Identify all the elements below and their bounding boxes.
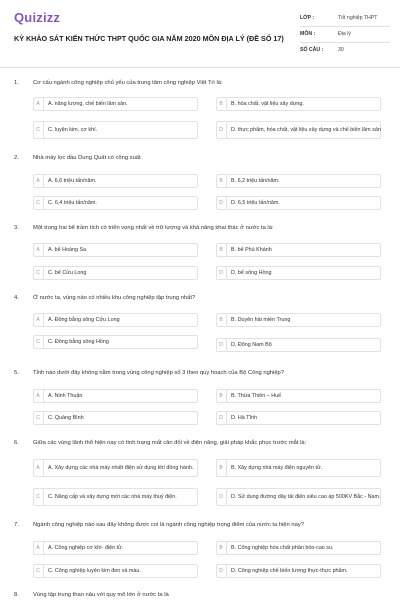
option-letter: C — [33, 564, 44, 578]
meta-label: MÔN : — [300, 31, 316, 37]
question-text: Nhà máy lọc dầu Dung Quất có công suất — [33, 155, 141, 161]
meta-row-subject — [300, 27, 390, 43]
option-letter: B — [216, 541, 227, 555]
meta-label: SỐ CÂU : — [300, 47, 324, 53]
option-letter: A — [33, 174, 44, 188]
option-text: D. thực phẩm, hóa chất, vật liệu xây dựng và chế biến lâm sản — [231, 126, 381, 133]
option-letter: C — [33, 266, 44, 280]
option-text: D. Hà Tĩnh — [231, 414, 257, 421]
question-number: 7. — [14, 522, 19, 528]
option-letter: B — [216, 174, 227, 188]
option-letter: D — [216, 196, 227, 210]
option-letter: C — [33, 196, 44, 210]
option-letter: A — [33, 459, 44, 477]
meta-value: 30 — [338, 47, 344, 53]
option-letter: C — [33, 488, 44, 506]
meta-value: Địa lý — [338, 31, 351, 37]
option-letter: B — [216, 243, 227, 257]
option-letter: A — [33, 243, 44, 257]
question-number: 2. — [14, 155, 19, 161]
meta-row-class — [300, 11, 390, 27]
question-text: Cơ cấu ngành công nghiệp chủ yếu của trung tâm công nghiệp Việt Trì là: — [33, 80, 223, 86]
option-letter: B — [216, 389, 227, 403]
option-letter: A — [33, 313, 44, 327]
header — [0, 0, 400, 64]
option-text: B. bể Phú Khánh — [231, 246, 272, 253]
option-letter: C — [33, 335, 44, 349]
option-text: B. Thừa Thiên – Huế — [231, 392, 282, 399]
meta-label: LỚP : — [300, 15, 315, 21]
meta-value: Tốt nghiệp THPT — [338, 15, 378, 21]
option-text: D. Sử dụng đường dây tải điện siêu cao áp 500KV Bắc - Nam. — [231, 493, 381, 500]
option-letter: D — [216, 564, 227, 578]
option-letter: A — [33, 541, 44, 555]
question-text: Một trong hai bể trầm tích có triển vọng nhất về trữ lượng và khả năng khai thác ở nước ta là: — [33, 225, 274, 231]
option-text: B. Duyên hải miền Trung — [231, 316, 291, 323]
meta-table — [300, 11, 390, 58]
option-text: A. Đồng bằng sông Cửu Long — [48, 316, 120, 323]
meta-row-count — [300, 43, 390, 58]
question-text: Giữa các vùng lãnh thổ hiện nay có tình trạng mất cân đối về điện năng, giải pháp khắc phục trước mắt là: — [33, 440, 307, 446]
option-letter: D — [216, 266, 227, 280]
option-text: C. Đồng bằng sông Hồng — [48, 338, 109, 345]
option-letter: B — [216, 459, 227, 477]
option-letter: D — [216, 488, 227, 506]
quizizz-logo: Quizizz — [14, 10, 61, 25]
question-number: 5. — [14, 370, 19, 376]
option-letter: D — [216, 411, 227, 425]
option-text: B. 6,2 triệu tấn/năm. — [231, 177, 280, 184]
option-text: C. bể Cửu Long — [48, 269, 87, 276]
question-text: Ở nước ta, vùng nào có nhiều khu công nghiệp tập trung nhất? — [33, 295, 196, 301]
option-text: D. Đông Nam Bộ — [231, 341, 272, 348]
option-letter: D — [216, 338, 227, 352]
option-text: A. Công nghiệp cơ khí- điện tử. — [48, 544, 124, 551]
option-text: D. 6,5 triệu tấn/năm. — [231, 199, 280, 206]
option-text: A. Xây dựng các nhà máy nhiệt điện sử dụng khí đồng hành. — [48, 464, 194, 471]
question-number: 3. — [14, 225, 19, 231]
option-letter: B — [216, 97, 227, 111]
option-text: D. bể sông Hồng — [231, 269, 272, 276]
option-text: D. Công nghiệp chế biến lương thực-thực phẩm. — [231, 567, 348, 574]
question-text: Vùng tập trung than nâu với quy mô lớn ở nước ta là — [33, 592, 169, 598]
option-letter: C — [33, 121, 44, 139]
option-text: C. luyện kim, cơ khí. — [48, 126, 98, 133]
option-text: A. Ninh Thuận — [48, 392, 83, 399]
header-divider — [0, 67, 400, 68]
option-text: B. Công nghiệp hóa chất phân bón-cao su. — [231, 544, 334, 551]
option-text: B. hóa chất, vật liệu xây dựng. — [231, 100, 304, 107]
question-number: 4. — [14, 295, 19, 301]
option-text: A. năng lượng, chế biến lâm sản. — [48, 100, 128, 107]
option-letter: B — [216, 313, 227, 327]
question-number: 8. — [14, 592, 19, 598]
question-number: 1. — [14, 80, 19, 86]
option-text: C. Quảng Bình — [48, 414, 84, 421]
question-number: 6. — [14, 440, 19, 446]
option-text: C. Công nghiệp luyện kim đen và màu. — [48, 567, 141, 574]
question-text: Tỉnh nào dưới đây không nằm trong vùng công nghiệp số 3 theo quy hoạch của Bộ Công nghiệp? — [33, 370, 285, 376]
option-text: C. Nâng cấp và xây dựng mới các nhà máy thuỷ điện. — [48, 493, 177, 500]
option-text: B. Xây dựng nhà máy điện nguyên tử. — [231, 464, 323, 471]
option-text: C. 6,4 triệu tấn/năm. — [48, 199, 97, 206]
page-title: KỲ KHẢO SÁT KIẾN THỨC THPT QUỐC GIA NĂM 2020 MÔN ĐỊA LÝ (ĐỀ SỐ 17) — [14, 34, 284, 43]
option-letter: D — [216, 121, 227, 139]
option-text: A. bể Hoàng Sa — [48, 246, 87, 253]
option-letter: A — [33, 97, 44, 111]
option-letter: A — [33, 389, 44, 403]
option-text: A. 6,6 triệu tấn/năm. — [48, 177, 97, 184]
option-letter: C — [33, 411, 44, 425]
question-text: Ngành công nghiệp nào sau đây không được coi là ngành công nghiệp trọng điểm của nước ta hiện nay? — [33, 522, 304, 528]
